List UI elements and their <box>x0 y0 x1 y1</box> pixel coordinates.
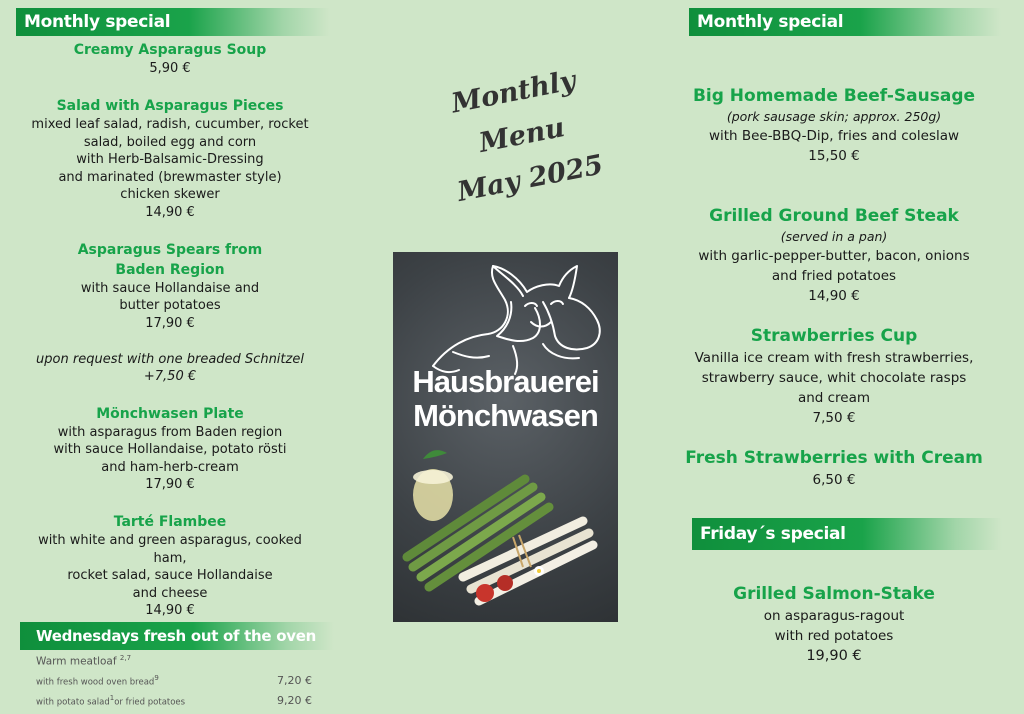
item-desc: and cream <box>797 390 871 406</box>
item-desc: on asparagus-ragout <box>763 608 905 624</box>
item-desc: and cheese <box>132 585 208 601</box>
menu-item <box>20 240 320 333</box>
item-desc: salad, boiled egg and corn <box>83 134 257 150</box>
item-desc: mixed leaf salad, radish, cucumber, rocket <box>31 117 309 132</box>
item-desc: with red potatoes <box>774 628 894 644</box>
item-title: Strawberries Cup <box>750 326 918 346</box>
item-desc: with Herb-Balsamic-Dressing <box>76 152 264 167</box>
item-price: 5,90 € <box>149 61 191 76</box>
item-desc: with sauce Hollandaise, potato rösti <box>53 442 287 457</box>
item-price: 14,90 € <box>145 603 195 618</box>
oven-row-label: with potato salad <box>36 697 110 708</box>
monthly-menu-heading <box>421 54 623 218</box>
brand-line-1: Hausbrauerei <box>412 364 599 399</box>
menu-item <box>20 404 320 495</box>
menu-item <box>668 446 1000 490</box>
item-desc: with garlic-pepper-butter, bacon, onions <box>698 248 970 264</box>
oven-dish <box>36 654 312 674</box>
oven-row-price: 7,20 € <box>277 674 312 687</box>
item-desc: with white and green asparagus, cooked ham, <box>38 533 302 566</box>
item-title: Grilled Salmon-Stake <box>733 584 935 604</box>
note-text: upon request with one breaded Schnitzel <box>36 351 304 367</box>
item-desc: Vanilla ice cream with fresh strawberries, <box>694 350 974 366</box>
item-price: 17,90 € <box>145 477 195 492</box>
item-title: Baden Region <box>115 261 225 278</box>
item-desc: butter potatoes <box>119 298 221 313</box>
wednesday-oven-banner: Wednesdays fresh out of the oven <box>20 622 334 650</box>
asparagus-illustration-icon <box>393 447 618 622</box>
item-title: Salad with Asparagus Pieces <box>56 98 284 114</box>
item-price: 14,90 € <box>808 288 860 304</box>
friday-special-banner: Friday´s special <box>692 518 1002 550</box>
item-note: (pork sausage skin; approx. 250g) <box>726 109 942 124</box>
menu-item <box>20 512 320 620</box>
friday-special-item <box>668 582 1000 666</box>
item-price: 7,50 € <box>812 410 856 426</box>
item-desc: and fried potatoes <box>771 268 897 284</box>
oven-row <box>36 674 312 694</box>
item-title: Big Homemade Beef-Sausage <box>692 86 976 106</box>
brewery-poster <box>393 252 618 622</box>
oven-row <box>36 694 312 714</box>
item-price: 6,50 € <box>812 472 856 488</box>
item-desc: chicken skewer <box>120 187 220 202</box>
right-menu-column <box>668 84 1000 490</box>
menu-item <box>668 204 1000 306</box>
item-title: Asparagus Spears from <box>77 241 263 258</box>
oven-row-label2: or fried potatoes <box>114 697 186 708</box>
oven-row-label: with fresh wood oven bread <box>36 677 155 688</box>
item-price: 19,90 € <box>806 648 862 664</box>
item-desc: and ham-herb-cream <box>101 459 239 475</box>
item-price: 14,90 € <box>145 204 195 220</box>
item-title: Mönchwasen Plate <box>96 405 244 422</box>
monthly-special-banner-right: Monthly special <box>689 8 1001 36</box>
menu-item <box>20 40 320 78</box>
item-title: Creamy Asparagus Soup <box>73 42 267 58</box>
item-price: 17,90 € <box>145 315 195 331</box>
menu-note <box>20 351 320 386</box>
oven-row-price: 9,20 € <box>277 694 312 707</box>
item-note: (served in a pan) <box>780 229 888 244</box>
item-title: Fresh Strawberries with Cream <box>685 448 983 468</box>
heading-line-2: May 2025 <box>454 149 606 209</box>
item-price: 15,50 € <box>808 148 860 164</box>
heading-line-1: Monthly Menu <box>448 65 579 159</box>
oven-menu <box>36 654 312 714</box>
item-desc: rocket salad, sauce Hollandaise <box>67 568 273 583</box>
item-desc: with Bee-BBQ-Dip, fries and coleslaw <box>708 128 960 144</box>
monthly-special-banner-left: Monthly special <box>16 8 330 36</box>
item-desc: and marinated (brewmaster style) <box>58 169 282 185</box>
oven-row-sup: 1 <box>109 694 115 702</box>
oven-dish-name: Warm meatloaf <box>36 655 117 668</box>
item-title: Tarté Flambee <box>113 514 227 530</box>
menu-item <box>668 84 1000 166</box>
menu-item <box>20 96 320 222</box>
brand-line-2: Mönchwasen <box>413 398 598 433</box>
item-desc: with asparagus from Baden region <box>57 424 283 440</box>
menu-item <box>668 324 1000 428</box>
item-title: Grilled Ground Beef Steak <box>709 206 959 226</box>
item-desc: strawberry sauce, whit chocolate rasps <box>701 370 967 386</box>
note-price: +7,50 € <box>143 369 197 384</box>
oven-dish-sup: 2,7 <box>119 654 132 662</box>
oven-row-sup: 9 <box>154 674 159 682</box>
left-menu-column <box>20 40 320 620</box>
item-desc: with sauce Hollandaise and <box>80 280 260 296</box>
